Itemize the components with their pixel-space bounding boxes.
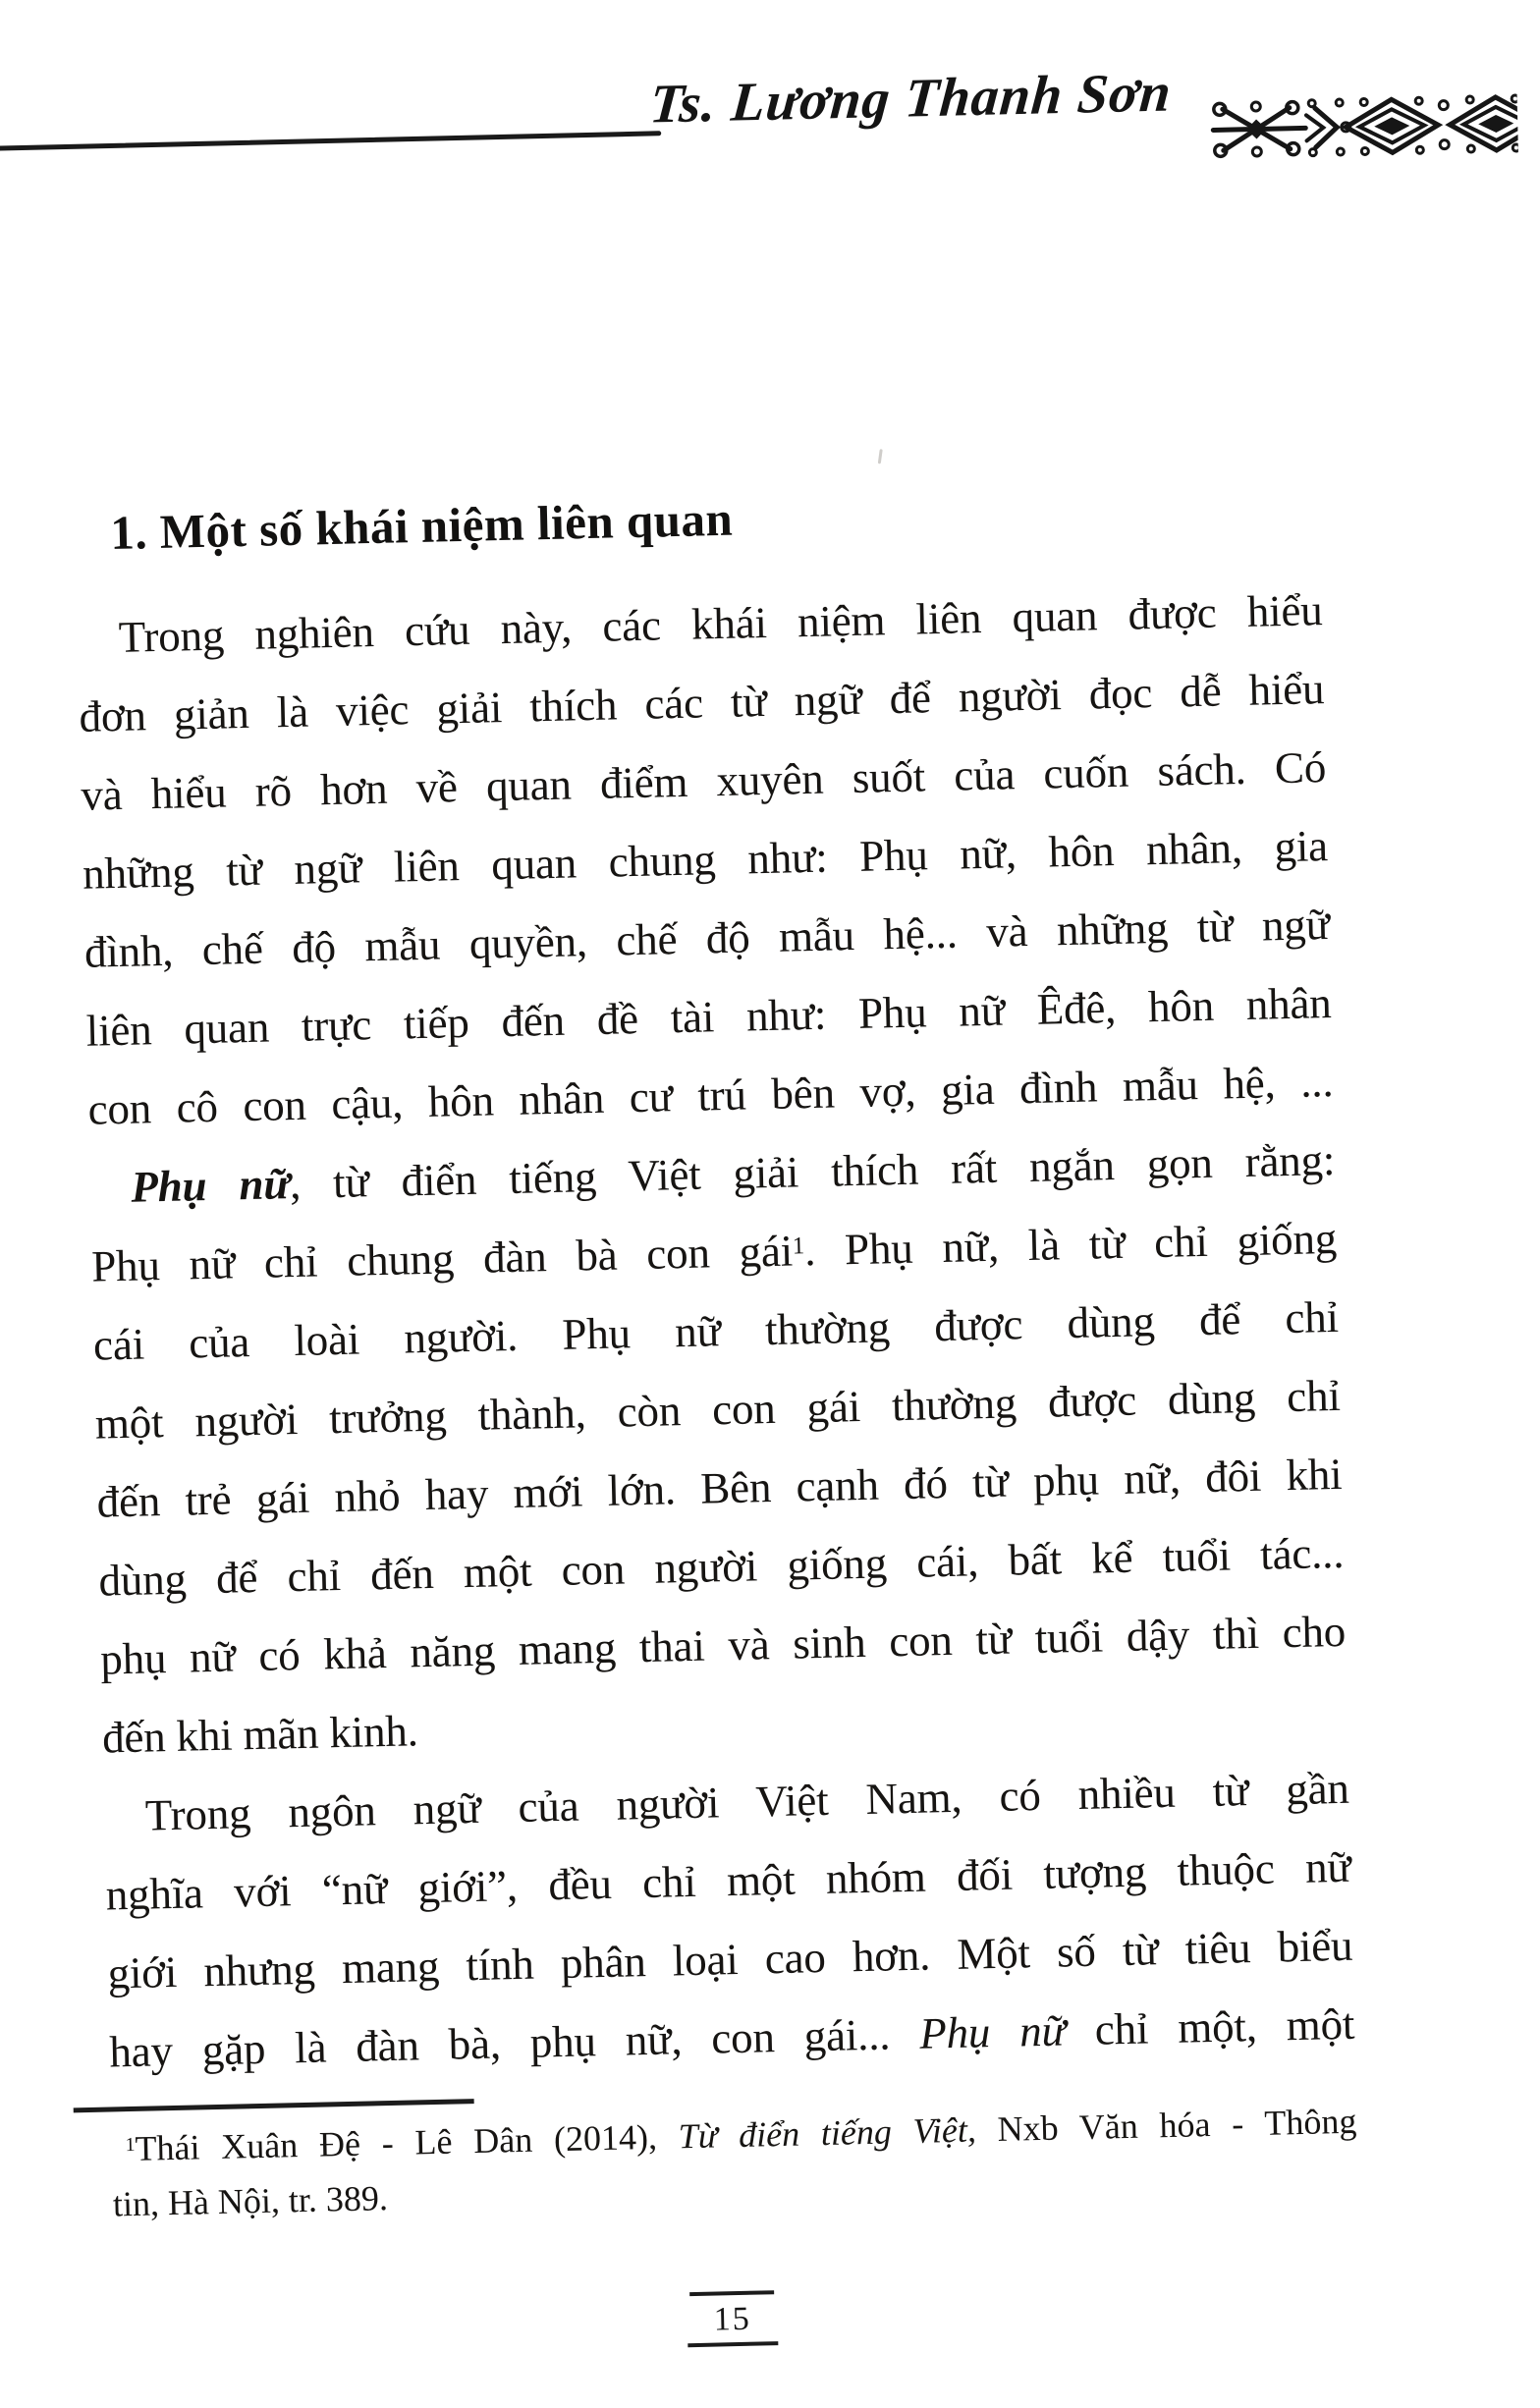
text-line: Phụ nữ, từ điển tiếng Việt giải thích rất ngắn gọn rằng: — [130, 1134, 1336, 1212]
section-heading: 1. Một số khái niệm liên quan — [109, 491, 734, 561]
footnote-number: 1 — [125, 2134, 136, 2157]
text-line: cái của loài người. Phụ nữ thường được dùng để chỉ — [92, 1291, 1340, 1370]
footnote-line: $^1$Thái Xuân Đệ - Lê Dân (2014), Từ điển tiếng Việt, Nxb Văn hóa - Thông — [125, 2101, 1357, 2168]
text-line: nghĩa với “nữ giới”, đều chỉ một nhóm đối tượng thuộc nữ — [105, 1841, 1352, 1920]
text-line: những từ ngữ liên quan chung như: Phụ nữ, hôn nhân, gia — [82, 821, 1329, 899]
header-rule — [0, 131, 661, 152]
text-line: liên quan trực tiếp đến đề tài như: Phụ nữ Êđê, hôn nhân — [85, 977, 1333, 1056]
text-column — [75, 470, 1359, 2231]
page-number-rule-top — [689, 2290, 774, 2296]
text-line: phụ nữ có khả năng mang thai và sinh con từ tuổi dậy thì cho — [99, 1606, 1347, 1684]
paragraph-3 — [103, 1749, 1355, 2092]
text-line: hay gặp là đàn bà, phụ nữ, con gái... Phụ nữ chỉ một, một — [108, 1998, 1355, 2077]
footnote-rule — [74, 2099, 474, 2112]
page-number-block — [677, 2290, 788, 2348]
text-line: Phụ nữ chỉ chung đàn bà con gái$^1$. Phụ nữ, là từ chỉ giống — [90, 1213, 1338, 1291]
book-title: Từ điển tiếng Việt, — [678, 2109, 977, 2157]
term-emphasis: Phụ nữ — [130, 1159, 291, 1212]
text-line: và hiểu rõ hơn về quan điểm xuyên suốt của cuốn sách. Có — [80, 742, 1327, 820]
text-line: đơn giản là việc giải thích các từ ngữ để người đọc dễ hiểu — [78, 664, 1325, 741]
text-line: Trong nghiên cứu này, các khái niệm liên quan được hiểu — [118, 585, 1323, 662]
footnote-line: tin, Hà Nội, tr. 389. — [112, 2178, 389, 2224]
page-number: 15 — [713, 2300, 752, 2338]
text-line: Trong ngôn ngữ của người Việt Nam, có nhiều từ gần — [144, 1763, 1350, 1840]
text-line: giới nhưng mang tính phân loại cao hơn. Một số từ tiêu biểu — [107, 1920, 1353, 1998]
scan-artifact — [878, 449, 883, 464]
paragraph-2 — [89, 1121, 1348, 1778]
paragraph-1 — [77, 571, 1334, 1149]
page-number-rule-bottom — [688, 2341, 778, 2347]
term-emphasis: Phụ nữ — [918, 2005, 1067, 2058]
text-line: một người trưởng thành, còn con gái thường được dùng chỉ — [94, 1370, 1342, 1449]
text-line: đình, chế độ mẫu quyền, chế độ mẫu hệ... và những từ ngữ — [83, 900, 1331, 977]
text-line: đến trẻ gái nhỏ hay mới lớn. Bên cạnh đó từ phụ nữ, đôi khi — [96, 1449, 1343, 1527]
text-line: con cô con cậu, hôn nhân cư trú bên vợ, gia đình mẫu hệ, ... — [87, 1056, 1334, 1134]
ethnic-pattern-ornament-icon — [1205, 90, 1518, 162]
footnote-marker: 1 — [792, 1231, 805, 1260]
text-line: dùng để chỉ đến một con người giống cái, bất kể tuổi tác... — [97, 1527, 1345, 1606]
author-signature: Ts. Lương Thanh Sơn — [647, 62, 1175, 136]
footnote — [111, 2094, 1358, 2232]
text-line: đến khi mãn kinh. — [101, 1706, 419, 1763]
